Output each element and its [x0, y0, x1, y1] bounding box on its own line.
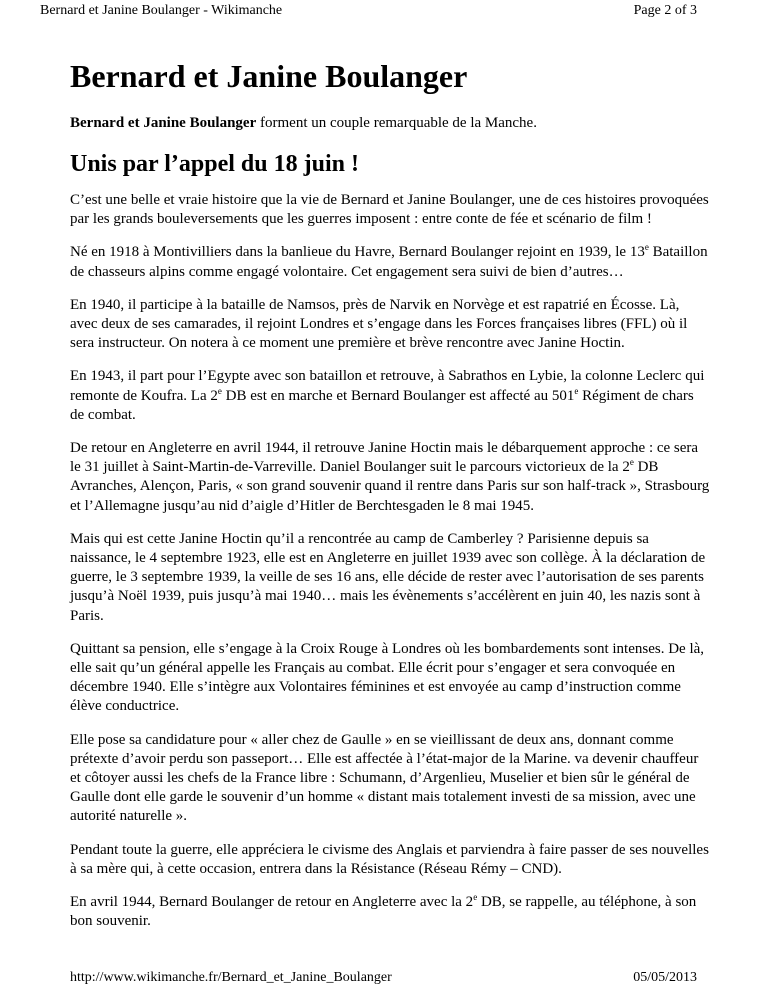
superscript-e: e: [644, 242, 649, 253]
paragraph-4-text-b: DB est en marche et Bernard Boulanger est affecté au 501: [221, 387, 575, 404]
paragraph-3: En 1940, il participe à la bataille de Namsos, près de Narvik en Norvège et est rapatrié en Écosse. Là, avec deux de ses camarades, il rejoint Londres et s’engage dans les Forces françaises libres (FFL) où il sera instructeur. On notera à ce moment une première et brève rencontre avec Janine Hoctin.: [70, 296, 688, 352]
paragraph-5-text-b: DB Avranches, Alençon, Paris, « son grand souvenir quand il rentre dans Paris sur son half-track », Strasbourg et l’Allemagne jusqu’au nid d’aigle d’Hitler de Berchtesgaden le 8 mai 1945.: [70, 459, 710, 514]
paragraph-9: Pendant toute la guerre, elle appréciera le civisme des Anglais et parviendra à faire passer de ses nouvelles à sa mère qui, à cette occasion, entrera dans la Résistance (Réseau Rémy – CND).: [70, 841, 709, 877]
paragraph-7: Quittant sa pension, elle s’engage à la Croix Rouge à Londres où les bombardements sont intenses. De là, elle sait qu’un général appelle les Français au combat. Elle écrit pour s’engager et sera convoquée en décembre 1940. Elle s’intègre aux Volontaires féminines et est envoyée au camp d’instruction comme élève conductrice.: [70, 640, 705, 715]
print-footer: [70, 969, 697, 989]
paragraph-5: [70, 439, 710, 516]
article-title: Bernard et Janine Boulanger: [70, 58, 468, 94]
print-header: [40, 2, 697, 22]
superscript-e: e: [217, 385, 222, 396]
paragraph-8: Elle pose sa candidature pour « aller chez de Gaulle » en se vieillissant de deux ans, donnant comme prétexte d’avoir perdu son passeport… Elle est affectée à l’état-major de la Marine. va devenir chauffeur et côtoyer aussi les chefs de la France libre : Schumann, d’Argenlieu, Muselier et bien sûr le général de Gaulle dont elle garde le souvenir d’un homme « distant mais totalement investi de sa mission, avec une autorité naturelle ».: [70, 731, 699, 825]
paragraph-1: C’est une belle et vraie histoire que la vie de Bernard et Janine Boulanger, une de ces histoires provoquées par les grands bouleversements que les guerres imposent : entre conte de fée et scénario de film !: [70, 192, 709, 228]
intro-text: forment un couple remarquable de la Manche.: [256, 115, 537, 131]
section-title: Unis par l’appel du 18 juin !: [70, 151, 359, 177]
paragraph-4-text-c: Régiment de chars de combat.: [70, 387, 694, 423]
paragraph-4: [70, 367, 710, 425]
paragraph-6: Mais qui est cette Janine Hoctin qu’il a rencontrée au camp de Camberley ? Parisienne depuis sa naissance, le 4 septembre 1923, elle est en Angleterre en juillet 1939 avec son collège. À la déclaration de guerre, le 3 septembre 1939, la veille de ses 16 ans, elle décide de rester avec l’autorisation de ses parents jusqu’à Noël 1939, puis jusqu’à mai 1940… mais les évènements s’accélèrent en juin 40, les nazis sont à Paris.: [70, 530, 706, 624]
print-header-page-number: Page 2 of 3: [633, 3, 697, 18]
print-footer-url: http://www.wikimanche.fr/Bernard_et_Janine_Boulanger: [70, 970, 392, 985]
superscript-e: e: [574, 385, 579, 396]
paragraph-2-text-b: Bataillon de chasseurs alpins comme engagé volontaire. Cet engagement sera suivi de bien d’autres…: [70, 244, 708, 280]
paragraph-2: [70, 243, 710, 281]
superscript-e: e: [473, 892, 478, 903]
paragraph-10: [70, 893, 710, 931]
article-content: [70, 56, 710, 946]
paragraph-10-text-b: DB, se rappelle, au téléphone, à son bon souvenir.: [70, 894, 697, 930]
paragraph-5-text-a: De retour en Angleterre en avril 1944, il retrouve Janine Hoctin mais le débarquement approche : ce sera le 31 juillet à Saint-Martin-de-Varreville. Daniel Boulanger suit le parcours victorieux de la 2: [70, 440, 699, 476]
article-intro: [70, 114, 710, 133]
print-header-title: Bernard et Janine Boulanger - Wikimanche: [40, 3, 283, 18]
paragraph-10-text-a: En avril 1944, Bernard Boulanger de retour en Angleterre avec la 2: [70, 894, 474, 911]
paragraph-4-text-a: En 1943, il part pour l’Egypte avec son bataillon et retrouve, à Sabrathos en Lybie, la colonne Leclerc qui remonte de Koufra. La 2: [70, 368, 705, 404]
paragraph-2-text-a: Né en 1918 à Montivilliers dans la banlieue du Havre, Bernard Boulanger rejoint en 1939, le 13: [70, 244, 645, 261]
intro-bold-name: Bernard et Janine Boulanger: [70, 115, 257, 131]
superscript-e: e: [629, 457, 634, 468]
print-footer-date: 05/05/2013: [633, 970, 697, 985]
